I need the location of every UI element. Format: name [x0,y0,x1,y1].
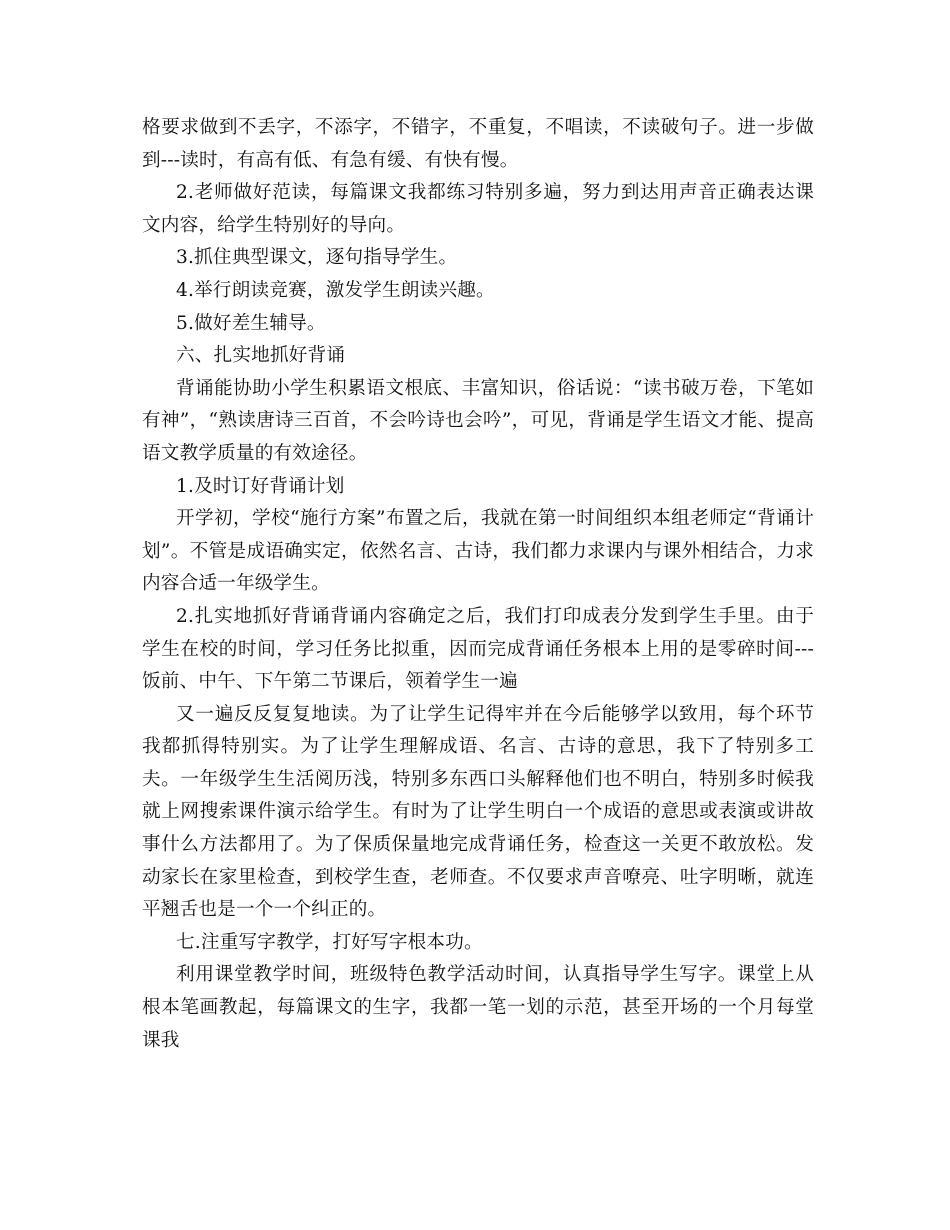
section-heading: 六、扎实地抓好背诵 [176,345,346,367]
section-heading: 七.注重写字教学，打好写字根本功。 [176,931,483,953]
paragraph: 4.举行朗读竞赛，激发学生朗读兴趣。 [176,279,495,301]
paragraph: 2.扎实地抓好背诵背诵内容确定之后，我们打印成表分发到学生手里。由于学生在校的时间，学习任务比拟重，因而完成背诵任务根本上用的是零碎时间---饭前、中午、下午第二节课后，领着学生一遍 [142,605,814,693]
paragraph: 5.做好差生辅导。 [176,312,326,334]
paragraph: 又一遍反反复复地读。为了让学生记得牢并在今后能够学以致用，每个环节我都抓得特别实。为了让学生理解成语、名言、古诗的意思，我下了特别多工夫。一年级学生生活阅历浅，特别多东西口头解释他们也不明白，特别多时候我就上网搜索课件演示给学生。有时为了让学生明白一个成语的意思或表演或讲故事什么方法都用了。为了保质保量地完成背诵任务，检查这一关更不敢放松。发动家长在家里检查，到校学生查，老师查。不仅要求声音嘹亮、吐字明晰，就连平翘舌也是一个一个纠正的。 [142,703,814,921]
paragraph: 2.老师做好范读，每篇课文我都练习特别多遍，努力到达用声音正确表达课文内容，给学生特别好的导向。 [142,182,814,236]
paragraph: 开学初，学校“施行方案”布置之后，我就在第一时间组织本组老师定“背诵计划”。不管是成语确实定，依然名言、古诗，我们都力求课内与课外相结合，力求内容合适一年级学生。 [142,508,814,595]
paragraph: 1.及时订好背诵计划 [176,475,345,497]
paragraph: 格要求做到不丢字，不添字，不错字，不重复，不唱读，不读破句子。进一步做到---读时，有高有低、有急有缓、有快有慢。 [142,117,814,171]
document-page [142,112,814,1057]
paragraph: 3.抓住典型课文，逐句指导学生。 [176,247,458,269]
paragraph: 利用课堂教学时间，班级特色教学活动时间，认真指导学生写字。课堂上从根本笔画教起，每篇课文的生字，我都一笔一划的示范，甚至开场的一个月每堂课我 [142,964,814,1051]
paragraph: 背诵能协助小学生积累语文根底、丰富知识，俗话说：“读书破万卷，下笔如有神”，“熟读唐诗三百首，不会吟诗也会吟”，可见，背诵是学生语文才能、提高语文教学质量的有效途径。 [142,377,814,464]
